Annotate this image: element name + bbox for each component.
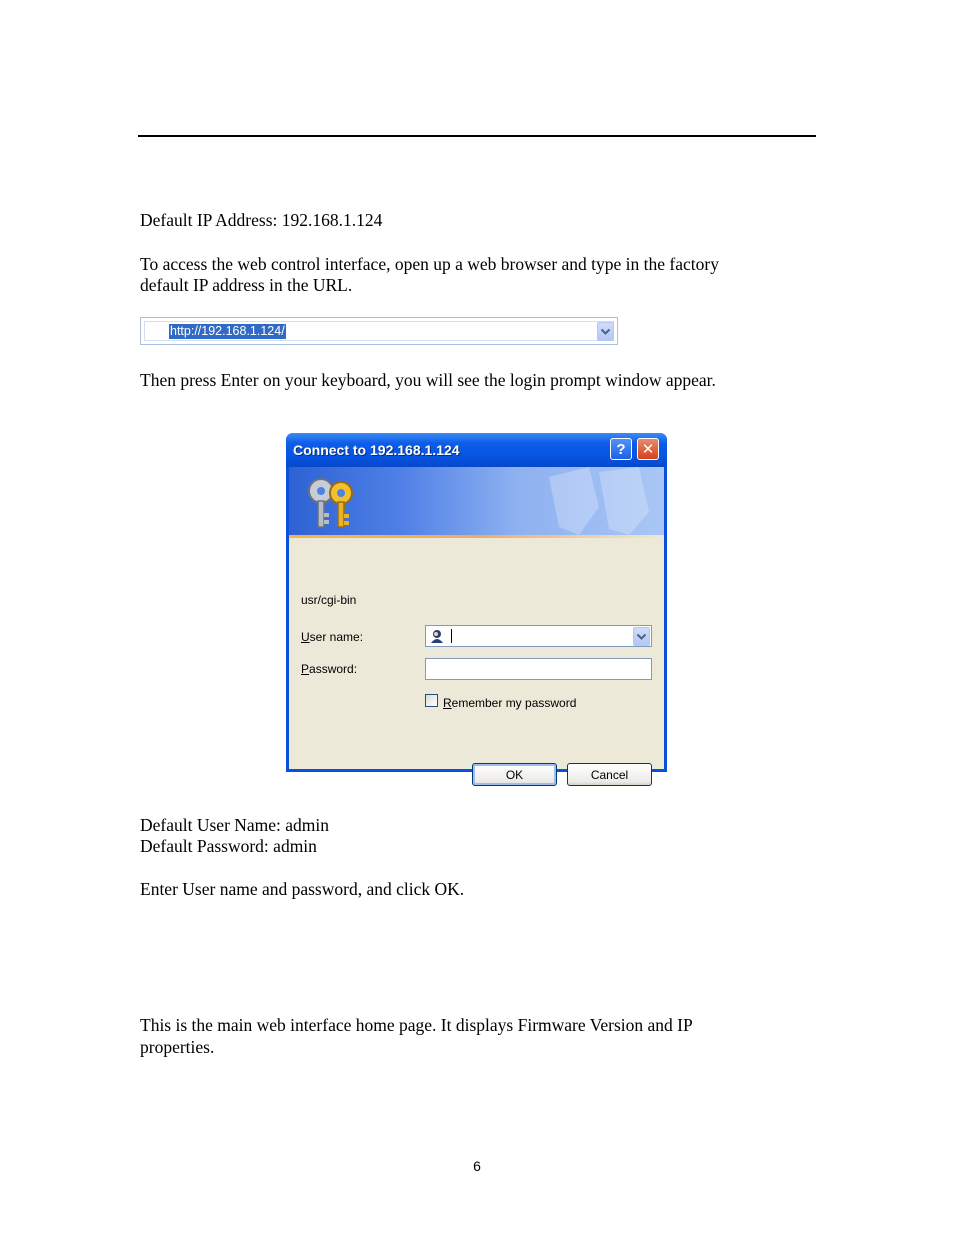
dialog-banner <box>289 467 664 535</box>
password-input[interactable] <box>425 658 652 680</box>
username-dropdown-button[interactable] <box>633 627 650 646</box>
password-label <box>301 662 357 676</box>
watermark-keys-icon <box>539 467 659 535</box>
ok-button[interactable]: OK <box>472 763 557 786</box>
dialog-titlebar[interactable] <box>286 433 667 467</box>
realm-label: usr/cgi-bin <box>301 593 357 607</box>
chevron-down-icon <box>601 329 610 335</box>
password-label-rest: assword: <box>309 662 358 676</box>
remember-label-accel: R <box>443 696 452 710</box>
default-ip-text: Default IP Address: 192.168.1.124 <box>140 210 383 230</box>
chevron-down-icon <box>637 634 646 640</box>
page-number: 6 <box>473 1158 481 1174</box>
help-icon: ? <box>616 440 626 458</box>
access-instruction-line-1: To access the web control interface, open up a web browser and type in the factory <box>140 254 719 274</box>
default-password-text: Default Password: admin <box>140 836 317 856</box>
remember-password-checkbox[interactable] <box>425 694 438 707</box>
header-rule <box>138 135 816 137</box>
default-username-text: Default User Name: admin <box>140 815 330 835</box>
user-icon <box>430 629 444 643</box>
username-combobox[interactable] <box>425 625 652 647</box>
dialog-title: Connect to 192.168.1.124 <box>293 442 460 458</box>
enter-credentials-text: Enter User name and password, and click OK. <box>140 879 465 899</box>
cancel-button[interactable]: Cancel <box>567 763 652 786</box>
username-label-rest: ser name: <box>309 630 364 644</box>
dialog-client-area <box>289 467 664 782</box>
password-label-accel: P <box>301 662 310 676</box>
remember-label-rest: emember my password <box>451 696 577 710</box>
username-label-accel: U <box>301 630 310 644</box>
login-dialog <box>286 433 667 782</box>
remember-password-label[interactable] <box>443 696 576 710</box>
banner-stripe <box>289 535 664 538</box>
close-icon: ✕ <box>641 441 655 458</box>
close-button[interactable] <box>637 438 659 460</box>
help-button[interactable] <box>610 438 632 460</box>
username-label <box>301 630 363 644</box>
keys-icon <box>303 473 363 531</box>
address-url-text[interactable]: http://192.168.1.124/ <box>170 324 285 338</box>
text-caret <box>451 629 452 643</box>
home-page-description-line-2: properties. <box>140 1037 215 1057</box>
address-dropdown-button[interactable] <box>597 322 614 341</box>
access-instruction-line-2: default IP address in the URL. <box>140 275 353 295</box>
home-page-description-line-1: This is the main web interface home page. It displays Firmware Version and IP <box>140 1015 693 1035</box>
enter-instruction-text: Then press Enter on your keyboard, you will see the login prompt window appear. <box>140 370 716 390</box>
browser-address-bar[interactable] <box>140 317 618 345</box>
